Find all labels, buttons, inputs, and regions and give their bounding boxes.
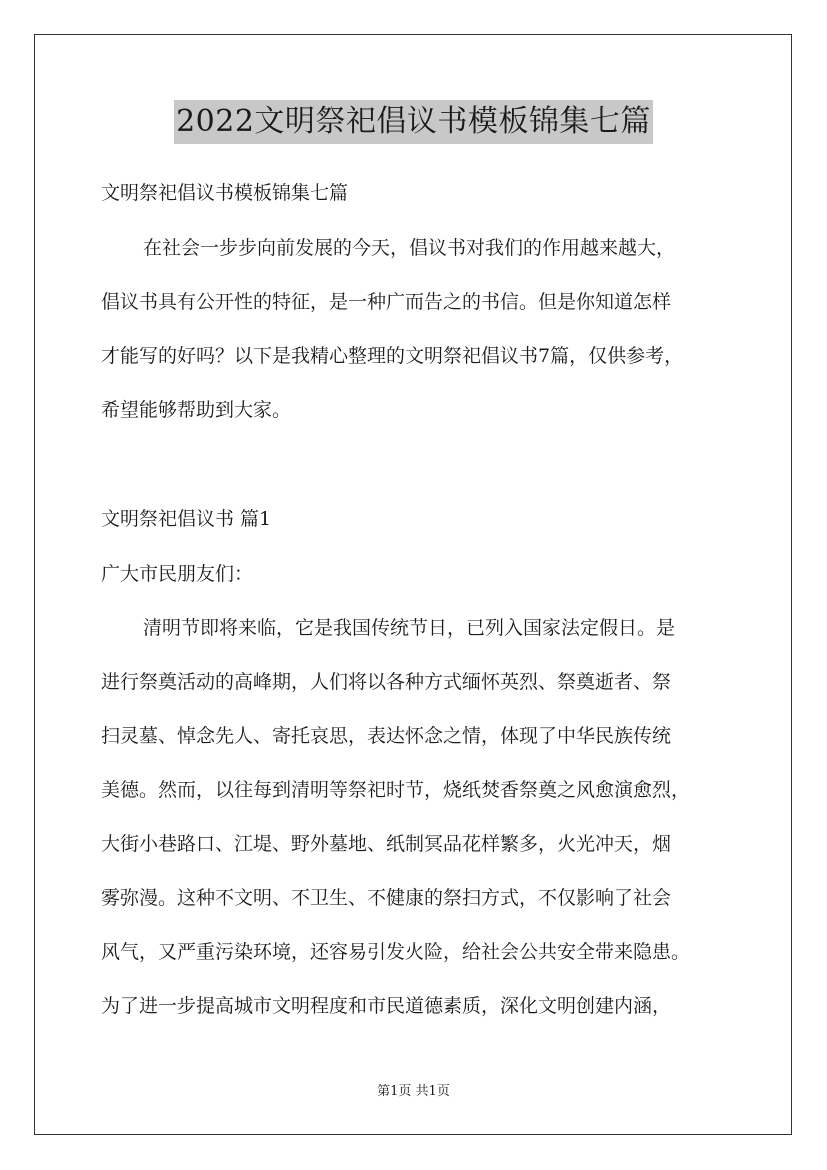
- body-line-1: 清明节即将来临，它是我国传统节日，已列入国家法定假日。是: [143, 617, 676, 639]
- body-line-3: 扫灵墓、悼念先人、寄托哀思，表达怀念之情，体现了中华民族传统: [101, 725, 672, 747]
- title-container: [0, 100, 827, 144]
- intro-line-3: 才能写的好吗？以下是我精心整理的文明祭祀倡议书7篇，仅供参考，: [101, 345, 684, 367]
- document-subtitle: 文明祭祀倡议书模板锦集七篇: [101, 182, 349, 204]
- body-line-2: 进行祭奠活动的高峰期，人们将以各种方式缅怀英烈、祭奠逝者、祭: [101, 671, 672, 693]
- body-line-5: 大街小巷路口、江堤、野外墓地、纸制冥品花样繁多，火光冲天，烟: [101, 833, 672, 855]
- body-line-4: 美德。然而，以往每到清明等祭祀时节，烧纸焚香祭奠之风愈演愈烈，: [101, 779, 691, 801]
- salutation: 广大市民朋友们：: [101, 563, 254, 585]
- body-line-8: 为了进一步提高城市文明程度和市民道德素质，深化文明创建内涵，: [101, 995, 672, 1017]
- body-line-6: 雾弥漫。这种不文明、不卫生、不健康的祭扫方式，不仅影响了社会: [101, 887, 672, 909]
- section-heading: 文明祭祀倡议书 篇1: [101, 508, 272, 530]
- page-footer: 第1页 共1页: [377, 1084, 450, 1099]
- intro-line-2: 倡议书具有公开性的特征，是一种广而告之的书信。但是你知道怎样: [101, 291, 672, 313]
- body-line-7: 风气，又严重污染环境，还容易引发火险，给社会公共安全带来隐患。: [101, 941, 691, 963]
- document-title: 2022文明祭祀倡议书模板锦集七篇: [174, 100, 653, 144]
- intro-line-1: 在社会一步步向前发展的今天，倡议书对我们的作用越来越大，: [143, 237, 676, 259]
- intro-line-4: 希望能够帮助到大家。: [101, 399, 292, 421]
